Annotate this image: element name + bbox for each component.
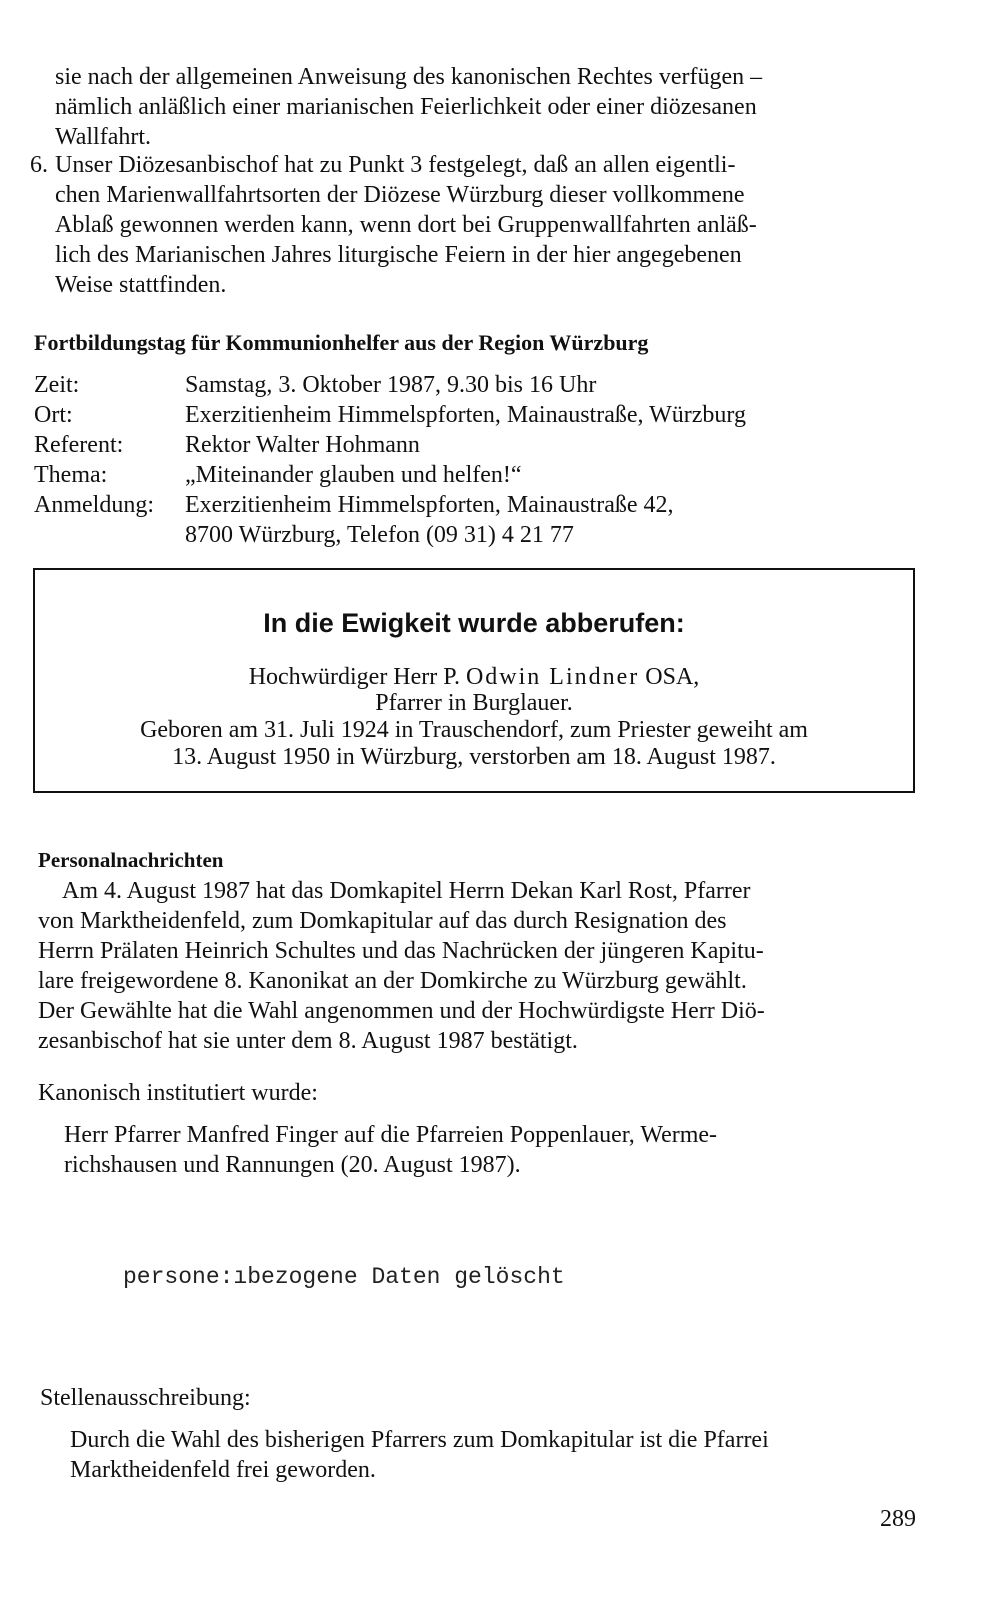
info-label: Ort:	[34, 402, 73, 428]
intro-paragraph	[55, 62, 920, 152]
text-line: sie nach der allgemeinen Anweisung des kanonischen Rechtes verfügen –	[55, 64, 763, 90]
stelle-body	[70, 1425, 930, 1485]
text-line: von Marktheidenfeld, zum Domkapitular auf das durch Resignation des	[38, 908, 727, 934]
text-line: Unser Diözesanbischof hat zu Punkt 3 festgelegt, daß an allen eigentli-	[55, 152, 736, 178]
section-heading-fortbildung: Fortbildungstag für Kommunionhelfer aus der Region Würzburg	[34, 330, 649, 355]
event-info-table	[34, 370, 914, 550]
info-label: Referent:	[34, 432, 124, 458]
personal-paragraph	[38, 876, 923, 1056]
obituary-name-prefix: Hochwürdiger Herr P.	[248, 664, 466, 690]
text-line: lare freigewordene 8. Kanonikat an der Domkirche zu Würzburg gewählt.	[38, 968, 747, 994]
stelle-heading: Stellenausschreibung:	[40, 1385, 251, 1411]
info-label: Anmeldung:	[34, 492, 154, 518]
section-heading-personal: Personalnachrichten	[38, 848, 224, 872]
info-row	[34, 490, 914, 520]
info-row	[34, 460, 914, 490]
obituary-title: In die Ewigkeit wurde abberufen:	[263, 608, 685, 638]
text-line: zesanbischof hat sie unter dem 8. August 1987 bestätigt.	[38, 1028, 578, 1054]
text-line: chen Marienwallfahrtsorten der Diözese Würzburg dieser vollkommene	[55, 182, 745, 208]
info-label: Zeit:	[34, 372, 80, 398]
obituary-name-suffix: OSA,	[639, 664, 700, 690]
text-line: Am 4. August 1987 hat das Domkapitel Herrn Dekan Karl Rost, Pfarrer	[62, 878, 751, 904]
text-line: Durch die Wahl des bisherigen Pfarrers zum Domkapitular ist die Pfarrei	[70, 1427, 769, 1453]
text-line: Herr Pfarrer Manfred Finger auf die Pfarreien Poppenlauer, Werme-	[64, 1122, 718, 1148]
obituary-box	[33, 568, 915, 793]
item-body	[55, 150, 920, 300]
info-value: „Miteinander glauben und helfen!“	[185, 462, 522, 488]
info-value: Samstag, 3. Oktober 1987, 9.30 bis 16 Uhr	[185, 372, 597, 398]
text-line: Herrn Prälaten Heinrich Schultes und das Nachrücken der jüngeren Kapitu-	[38, 938, 764, 964]
kanonisch-heading: Kanonisch institutiert wurde:	[38, 1080, 318, 1106]
text-line: Der Gewählte hat die Wahl angenommen und der Hochwürdigste Herr Diö-	[38, 998, 765, 1024]
text-line: Ablaß gewonnen werden kann, wenn dort bei Gruppenwallfahrten anläß-	[55, 212, 757, 238]
text-line: nämlich anläßlich einer marianischen Feierlichkeit oder einer diözesanen	[55, 94, 757, 120]
info-label: Thema:	[34, 462, 108, 488]
obituary-name: Odwin Lindner	[465, 664, 640, 690]
item-number: 6.	[30, 152, 48, 178]
obituary-line: Pfarrer in Burglauer.	[375, 690, 573, 716]
text-line: lich des Marianischen Jahres liturgische Feiern in der hier angegebenen	[55, 242, 742, 268]
kanonisch-body	[64, 1120, 924, 1180]
info-value: 8700 Würzburg, Telefon (09 31) 4 21 77	[185, 522, 574, 548]
redaction-notice: persone:ıbezogene Daten gelöscht	[123, 1264, 565, 1290]
info-row	[34, 370, 914, 400]
info-value: Exerzitienheim Himmelspforten, Mainaustraße, Würzburg	[185, 402, 746, 428]
text-line: Marktheidenfeld frei geworden.	[70, 1457, 376, 1483]
page-number: 289	[880, 1506, 916, 1532]
text-line: Weise stattfinden.	[55, 272, 227, 298]
info-value: Rektor Walter Hohmann	[185, 432, 420, 458]
text-line: Wallfahrt.	[55, 124, 152, 150]
text-line: richshausen und Rannungen (20. August 1987).	[64, 1152, 521, 1178]
obituary-line: 13. August 1950 in Würzburg, verstorben am 18. August 1987.	[172, 744, 776, 770]
info-row	[34, 400, 914, 430]
info-row	[34, 520, 914, 550]
obituary-line: Geboren am 31. Juli 1924 in Trauschendorf, zum Priester geweiht am	[140, 717, 808, 743]
info-row	[34, 430, 914, 460]
info-value: Exerzitienheim Himmelspforten, Mainaustraße 42,	[185, 492, 674, 518]
